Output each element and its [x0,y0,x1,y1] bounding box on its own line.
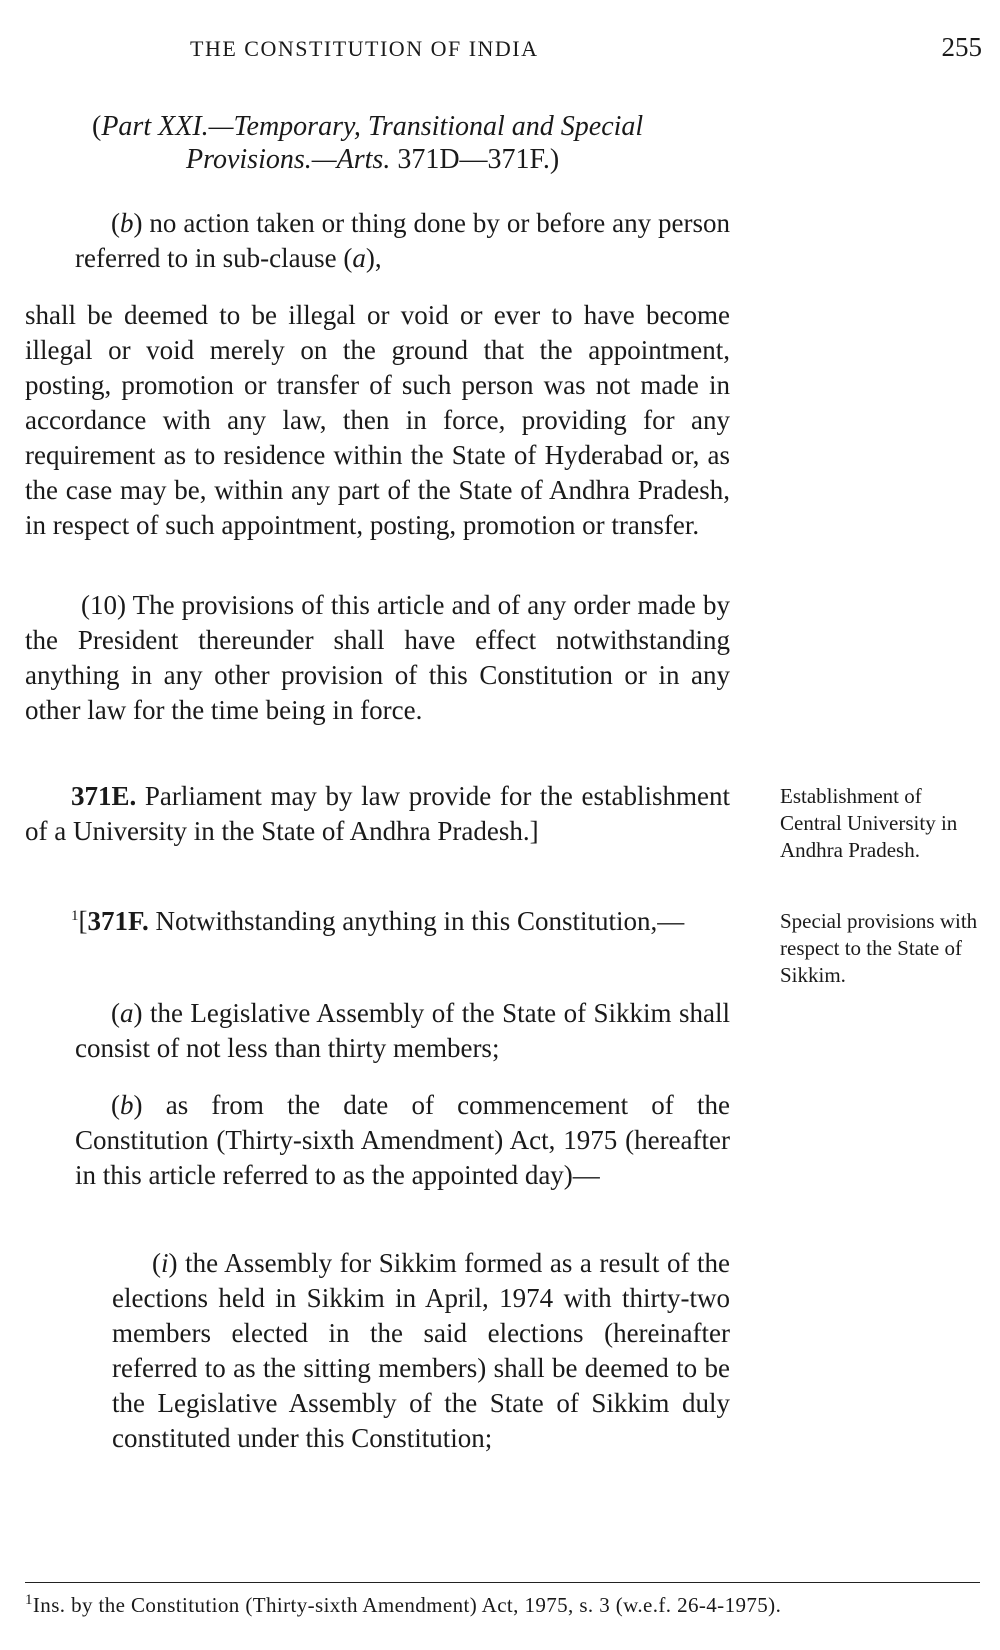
clause-a-label: a [120,998,134,1028]
deemed-paragraph: shall be deemed to be illegal or void or ever to have become illegal or void merely on the ground that the appointment, posting, promotion or transfer of such person was not made in accordance with any law, then in force, providing for any requirement as to residence within the State of Hyderabad or, as the case may be, within any part of the State of Andhra Pradesh, in respect of such appointment, posting, promotion or transfer. [25,300,730,540]
clause-b-text-1: no action taken or thing done by or before any person referred to in sub-clause ( [75,208,730,273]
part-heading-line2 [92,143,643,176]
article-371f-bracket: [ [78,906,88,936]
clause-b-label: b [120,208,134,238]
clause-b-text-2: ), [365,243,382,273]
sub-clause-i-label: i [161,1248,169,1278]
clause-10-paragraph: (10) The provisions of this article and of any order made by the President thereunder shall have effect notwithstanding anything in any other provision of this Constitution or in any other law for the time being in force. [25,590,730,725]
part-heading-part: Part XXI.—Temporary, Transitional and Special [101,111,644,142]
part-heading-close: ) [549,144,560,175]
clause-b-appointed-day: (b) as from the date of commencement of the Constitution (Thirty-sixth Amendment) Act, 1975 (hereafter in this article referred to as the appointed day)— [75,1090,730,1190]
part-heading-open: ( [92,111,102,142]
footnote-text: Ins. by the Constitution (Thirty-sixth Amendment) Act, 1975, s. 3 (w.e.f. 26-4-1975). [32,1593,782,1617]
clause-b2-label: b [120,1090,134,1120]
footnote [25,1593,985,1618]
footnote-divider [25,1582,980,1583]
page-number: 255 [941,32,982,62]
margin-note-371f: Special provisions with respect to the State of Sikkim. [780,909,978,987]
part-heading-range: 371D—371F. [397,144,550,175]
clause-b2-text: as from the date of commencement of the Constitution (Thirty-sixth Amendment) Act, 1975 (hereafter in this article referred to as the appointed day)— [75,1090,730,1190]
article-371e [25,779,730,849]
margin-note-371e: Establishment of Central University in Andhra Pradesh. [780,784,958,862]
footnote-ref-1: 1 [71,908,79,924]
article-371f-text: Notwithstanding anything in this Constitution,— [148,906,685,936]
clause-a-sikkim: (a) the Legislative Assembly of the State of Sikkim shall consist of not less than thirty members; [75,998,730,1063]
clause-b-no-action: (b) no action taken or thing done by or before any person referred to in sub-clause (a), [75,208,730,273]
article-371f-number: 371F. [87,906,149,936]
sub-clause-i: (i) the Assembly for Sikkim formed as a result of the elections held in Sikkim in April, 1974 with thirty-two members elected in the said elections (hereinafter referred to as the sitting members) shall be deemed to be the Legislative Assembly of the State of Sikkim duly constituted under this Constitution; [112,1248,730,1453]
article-371e-text: Parliament may by law provide for the establishment of a University in the State of Andhra Pradesh.] [25,781,730,846]
clause-a-text: the Legislative Assembly of the State of Sikkim shall consist of not less than thirty members; [75,998,730,1063]
part-heading-provisions: Provisions.—Arts. [186,144,391,175]
running-head: THE CONSTITUTION OF INDIA [190,36,539,61]
sub-clause-i-text: the Assembly for Sikkim formed as a result of the elections held in Sikkim in April, 1974 with thirty-two members elected in the said elections (hereinafter referred to as the sitting members) shall be deemed to be the Legislative Assembly of the State of Sikkim duly constituted under this Constitution; [112,1248,730,1453]
article-371e-number: 371E. [71,781,137,811]
article-371f [25,904,730,939]
part-heading [92,110,643,176]
footnote-marker: 1 [25,1592,33,1608]
clause-b-ref: a [352,243,366,273]
